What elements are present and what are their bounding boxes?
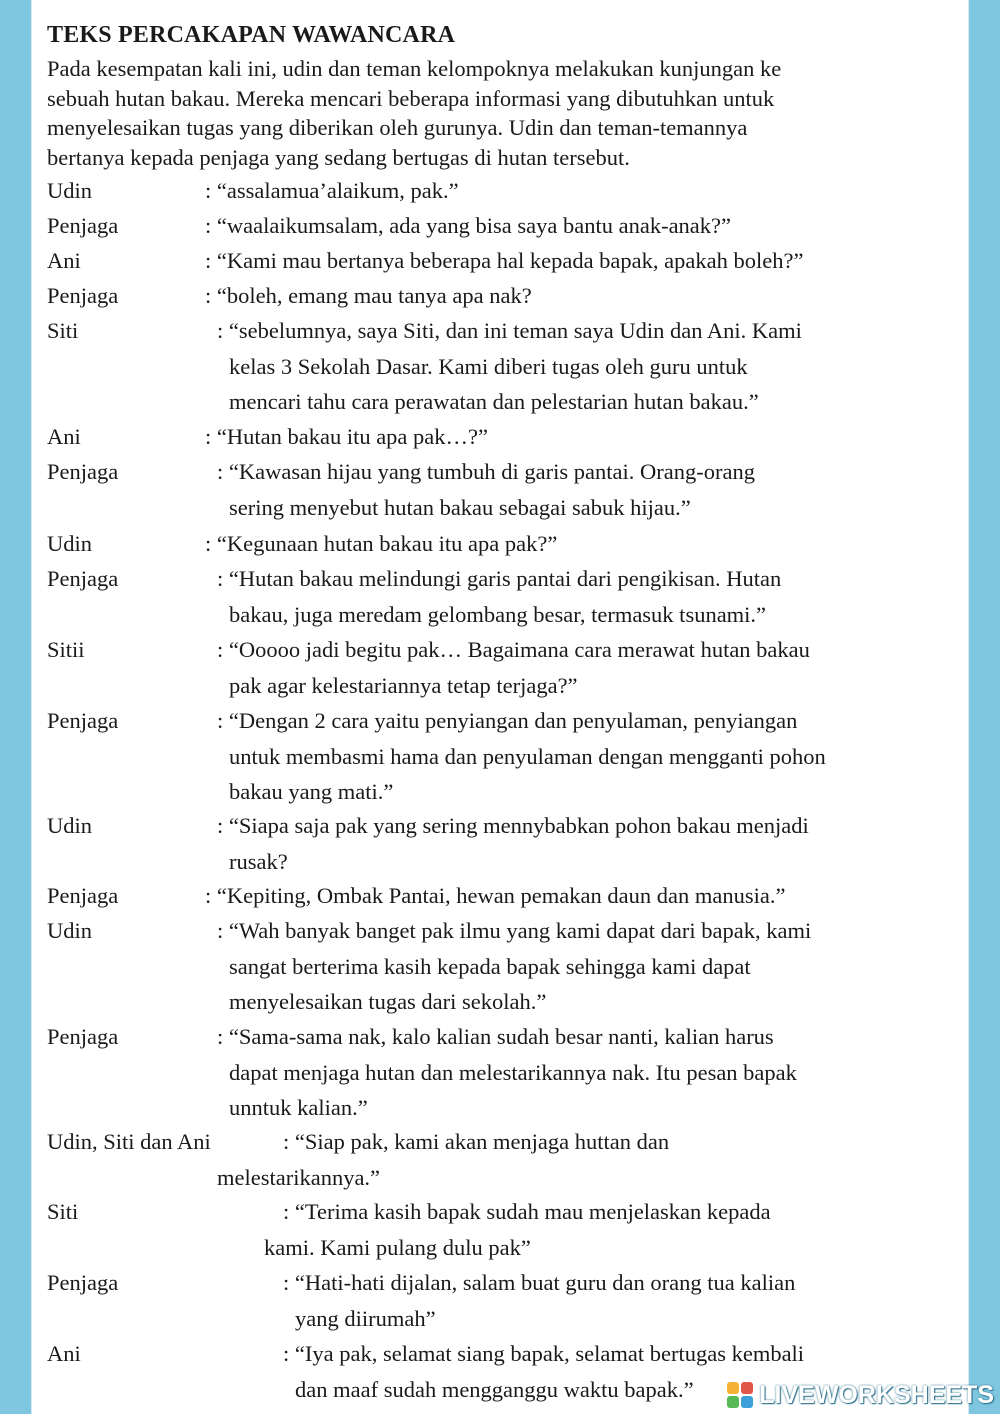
speaker-name: Penjaga	[47, 883, 119, 908]
dialogue-line: sangat berterima kasih kepada bapak sehingga kami dapat	[229, 953, 751, 979]
speaker-name: Siti	[47, 318, 79, 343]
dialogue-line: pak agar kelestariannya tetap terjaga?”	[229, 672, 578, 698]
dialogue-line: : “Ooooo jadi begitu pak… Bagaimana cara merawat hutan bakau	[217, 637, 810, 662]
dialogue-line: : “assalamua’alaikum, pak.”	[205, 178, 459, 203]
speaker-name: Penjaga	[47, 566, 119, 591]
dialogue-line: : “sebelumnya, saya Siti, dan ini teman saya Udin dan Ani. Kami	[217, 318, 802, 343]
dialogue-line: melestarikannya.”	[217, 1164, 381, 1190]
dialogue-line: kelas 3 Sekolah Dasar. Kami diberi tugas oleh guru untuk	[229, 353, 748, 379]
dialogue-line: : “Siap pak, kami akan menjaga huttan dan	[283, 1129, 670, 1154]
speaker-name: Udin	[47, 178, 92, 203]
dialogue-line: sering menyebut hutan bakau sebagai sabuk hijau.”	[229, 494, 691, 520]
dialogue-line: : “boleh, emang mau tanya apa nak?	[205, 283, 532, 308]
intro-line: Pada kesempatan kali ini, udin dan teman kelompoknya melakukan kunjungan ke	[47, 56, 782, 81]
dialogue-line: : “Sama-sama nak, kalo kalian sudah besar nanti, kalian harus	[217, 1024, 774, 1049]
speaker-name: Penjaga	[47, 213, 119, 238]
speaker-name: Ani	[47, 1341, 81, 1366]
liveworksheets-logo-icon	[725, 1380, 755, 1410]
dialogue-line: dapat menjaga hutan dan melestarikannya nak. Itu pesan bapak	[229, 1059, 797, 1085]
dialogue-line: : “Kami mau bertanya beberapa hal kepada bapak, apakah boleh?”	[205, 248, 804, 273]
dialogue-line: unntuk kalian.”	[229, 1095, 368, 1120]
speaker-name: Udin	[47, 531, 92, 556]
dialogue-line: : “Hutan bakau itu apa pak…?”	[205, 424, 489, 449]
speaker-name: Udin, Siti dan Ani	[47, 1129, 211, 1154]
speaker-name: Sitii	[47, 637, 85, 662]
speaker-name: Udin	[47, 918, 92, 943]
dialogue-line: : “Siapa saja pak yang sering mennybabkan pohon bakau menjadi	[217, 813, 809, 838]
dialogue-line: bakau, juga meredam gelombang besar, termasuk tsunami.”	[229, 601, 767, 627]
speaker-name: Penjaga	[47, 1270, 119, 1295]
dialogue-line: untuk membasmi hama dan penyulaman dengan mengganti pohon	[229, 743, 826, 769]
speaker-name: Penjaga	[47, 708, 119, 733]
dialogue-line: : “Iya pak, selamat siang bapak, selamat bertugas kembali	[283, 1341, 805, 1366]
speaker-name: Penjaga	[47, 459, 119, 484]
dialogue-line: yang diirumah”	[295, 1305, 436, 1331]
dialogue-line: : “Dengan 2 cara yaitu penyiangan dan penyulaman, penyiangan	[217, 708, 798, 733]
dialogue-line: kami. Kami pulang dulu pak”	[264, 1234, 531, 1260]
intro-paragraph	[47, 54, 927, 172]
speaker-name: Ani	[47, 424, 81, 449]
speaker-name: Penjaga	[47, 283, 119, 308]
dialogue-line: : “Kepiting, Ombak Pantai, hewan pemakan daun dan manusia.”	[205, 883, 786, 908]
speaker-name: Udin	[47, 813, 92, 838]
speaker-name: Siti	[47, 1199, 79, 1224]
dialogue-line: : “Terima kasih bapak sudah mau menjelaskan kepada	[283, 1199, 771, 1224]
dialogue-line: dan maaf sudah mengganggu waktu bapak.”	[295, 1376, 694, 1402]
dialogue-line: rusak?	[229, 848, 288, 874]
intro-line: bertanya kepada penjaga yang sedang bertugas di hutan tersebut.	[47, 144, 630, 170]
dialogue-line: : “Kegunaan hutan bakau itu apa pak?”	[205, 531, 558, 556]
dialogue-line: : “Hati-hati dijalan, salam buat guru dan orang tua kalian	[283, 1270, 796, 1295]
speaker-name: Ani	[47, 248, 81, 273]
watermark	[725, 1380, 994, 1410]
speaker-name: Penjaga	[47, 1024, 119, 1049]
dialogue-line: : “waalaikumsalam, ada yang bisa saya bantu anak-anak?”	[205, 213, 732, 238]
dialogue-line: : “Hutan bakau melindungi garis pantai dari pengikisan. Hutan	[217, 566, 782, 591]
intro-line: menyelesaikan tugas yang diberikan oleh gurunya. Udin dan teman-temannya	[47, 115, 748, 140]
watermark-text: LIVEWORKSHEETS	[759, 1380, 994, 1409]
dialogue-line: menyelesaikan tugas dari sekolah.”	[229, 989, 547, 1014]
page-title: TEKS PERCAKAPAN WAWANCARA	[47, 22, 456, 48]
intro-line: sebuah hutan bakau. Mereka mencari beberapa informasi yang dibutuhkan untuk	[47, 85, 775, 111]
dialogue-line: : “Kawasan hijau yang tumbuh di garis pantai. Orang-orang	[217, 459, 755, 484]
dialogue-line: mencari tahu cara perawatan dan pelestarian hutan bakau.”	[229, 389, 759, 414]
dialogue-line: : “Wah banyak banget pak ilmu yang kami dapat dari bapak, kami	[217, 918, 812, 943]
dialogue-line: bakau yang mati.”	[229, 779, 394, 804]
